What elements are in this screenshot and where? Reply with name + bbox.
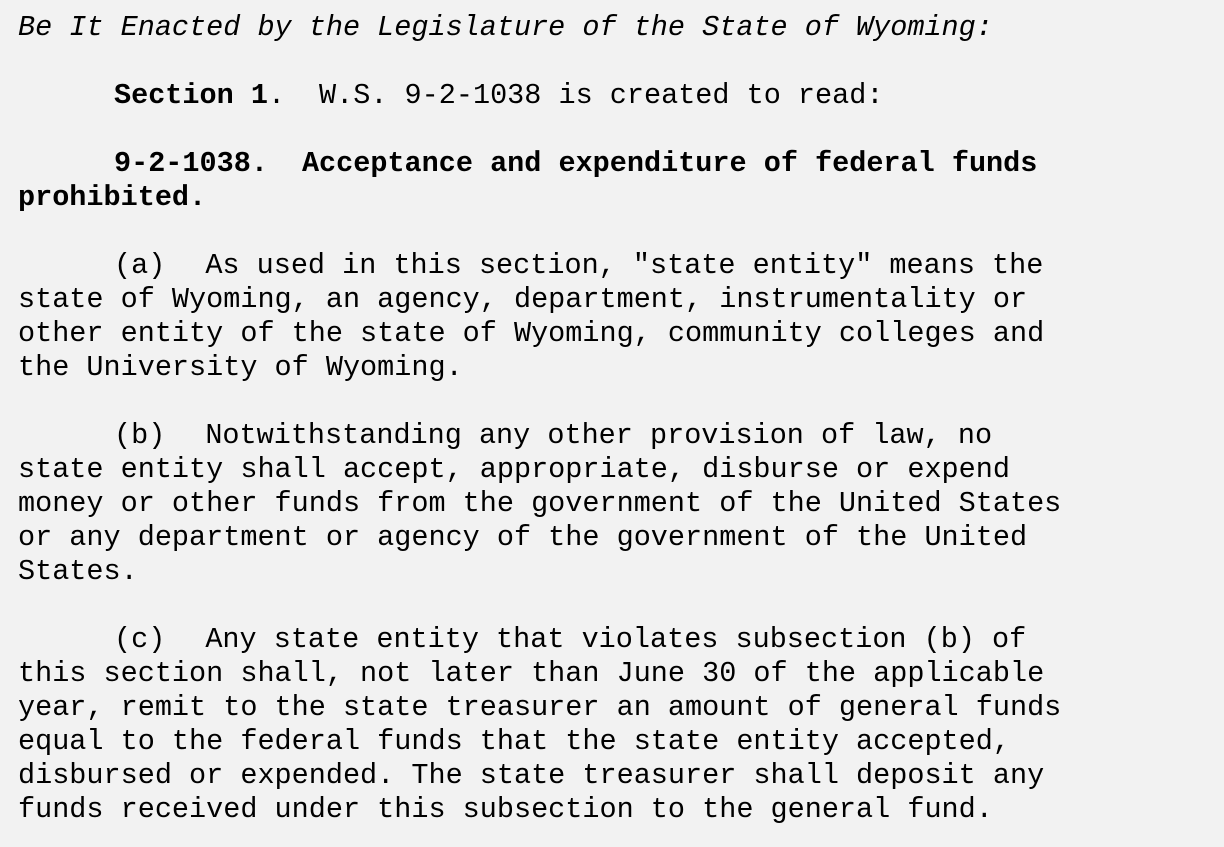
spacer [18,113,1218,147]
subsection-label: (a) [114,249,166,282]
enacting-clause: Be It Enacted by the Legislature of the State of Wyoming: [18,11,993,44]
statute-heading-line-2 [18,181,1218,215]
statute-heading-line-1 [18,147,1218,181]
section-1-line [18,79,1218,113]
subsection-line: this section shall, not later than June 30 of the applicable [18,657,1045,690]
subsection-text: As used in this section, "state entity" means the [205,249,1044,282]
section-1-label-period: . [267,79,286,112]
subsection-line: other entity of the state of Wyoming, community colleges and [18,317,1045,350]
spacer [18,45,1218,79]
subsection-line [18,623,1218,657]
spacer [18,385,1218,419]
subsection-line: the University of Wyoming. [18,351,463,384]
subsection-line: States. [18,555,138,588]
subsection-line: equal to the federal funds that the state entity accepted, [18,725,1010,758]
spacer [18,589,1218,623]
spacer [18,215,1218,249]
subsection-line [18,419,1218,453]
subsection-line: state entity shall accept, appropriate, disburse or expend [18,453,1010,486]
section-1-label: Section 1 [114,79,268,112]
subsection-line: year, remit to the state treasurer an amount of general funds [18,691,1062,724]
section-1-text: W.S. 9-2-1038 is created to read: [319,79,884,112]
subsection-text: Notwithstanding any other provision of law, no [205,419,993,452]
subsection-text: Any state entity that violates subsection (b) of [205,623,1027,656]
statute-heading-text: Acceptance and expenditure of federal funds [301,147,1038,180]
statute-heading-period: . [189,181,207,214]
subsection-line: state of Wyoming, an agency, department, instrumentality or [18,283,1028,316]
subsection-c [18,623,1218,827]
statute-heading-text-2: prohibited [18,181,190,214]
subsection-a [18,249,1218,385]
subsection-b [18,419,1218,589]
subsection-label: (b) [114,419,166,452]
subsection-line: disbursed or expended. The state treasurer shall deposit any [18,759,1045,792]
statute-number: 9-2-1038. [114,147,268,180]
subsection-label: (c) [114,623,166,656]
subsection-line: money or other funds from the government of the United States [18,487,1062,520]
subsection-line [18,249,1218,283]
subsection-line: or any department or agency of the government of the United [18,521,1028,554]
bill-document [18,11,1218,827]
subsection-line: funds received under this subsection to the general fund. [18,793,993,826]
